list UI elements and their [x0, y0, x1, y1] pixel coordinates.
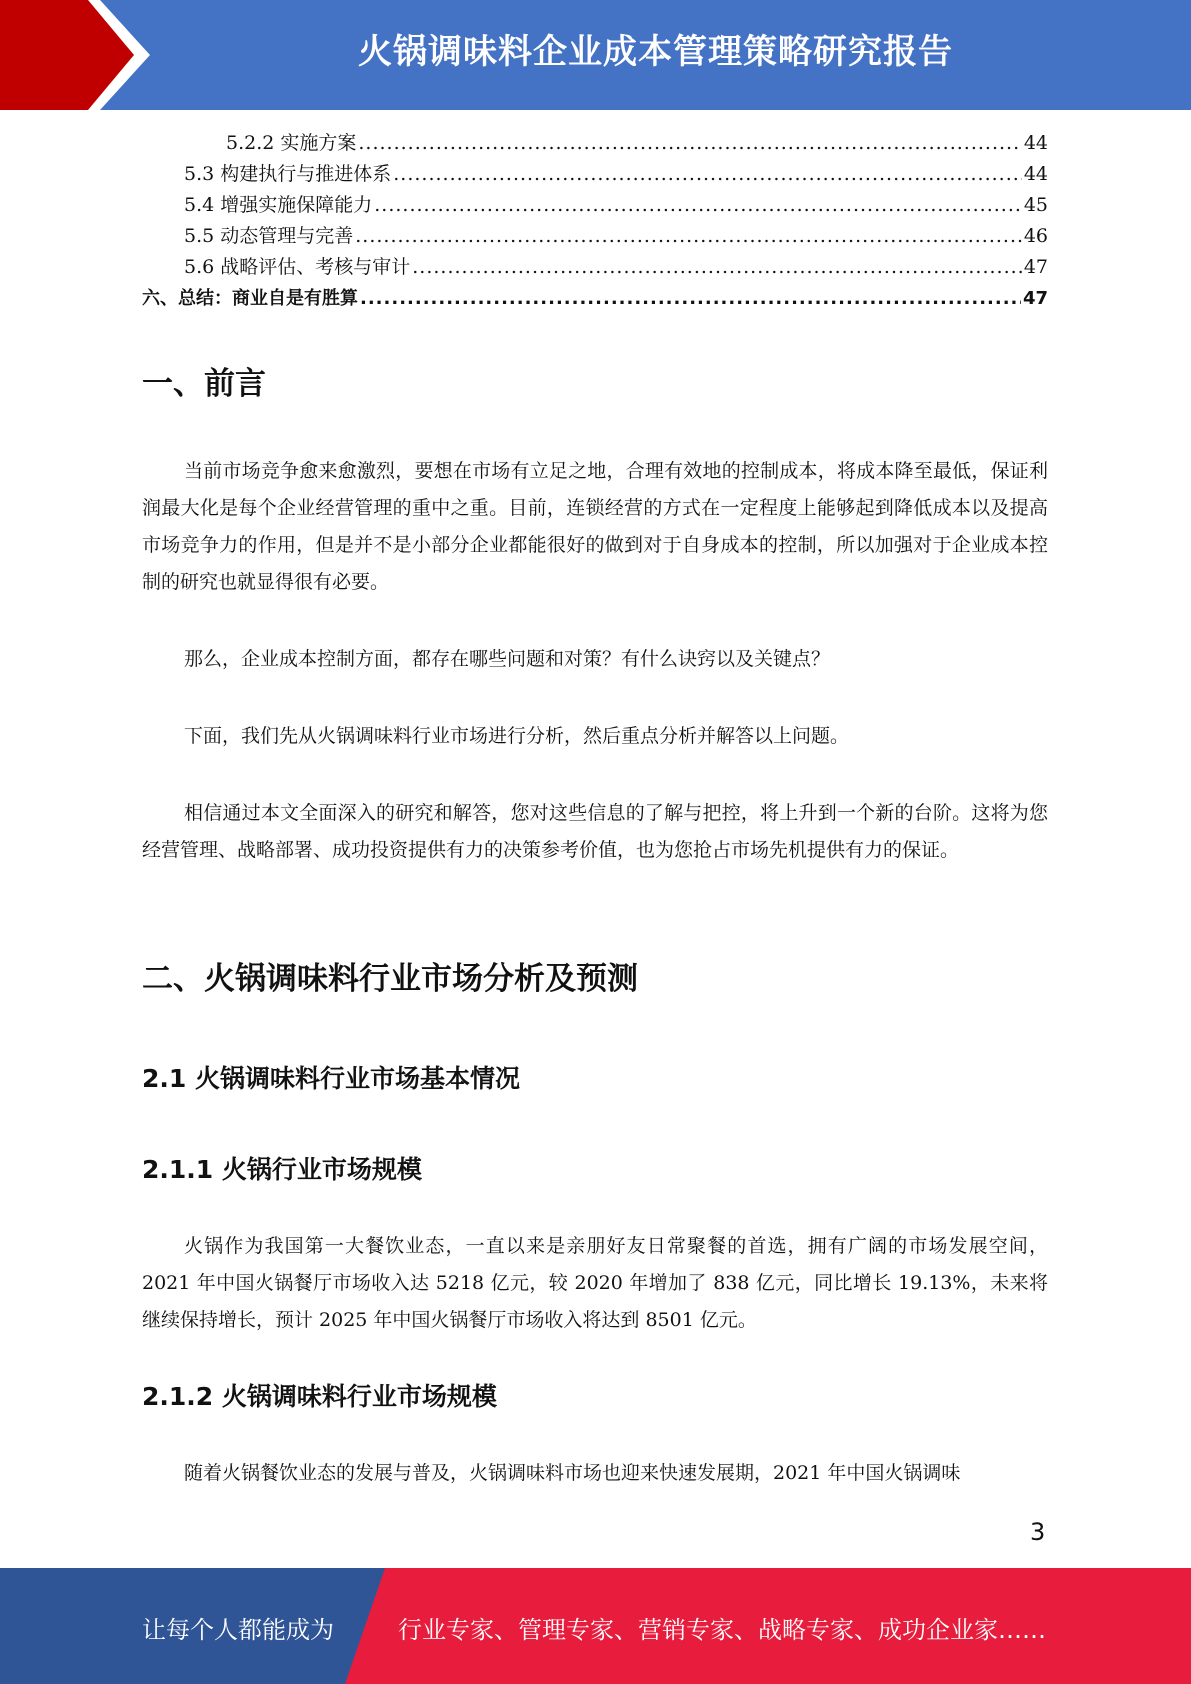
subsection-heading: 2.1.2 火锅调味料行业市场规模	[142, 1382, 497, 1411]
toc-item-label: 5.6 战略评估、考核与审计	[184, 256, 411, 278]
footer-slogan-right: 行业专家、管理专家、营销专家、战略专家、成功企业家……	[398, 1616, 1046, 1644]
toc-item-label: 5.4 增强实施保障能力	[184, 194, 373, 216]
table-of-contents	[142, 128, 1048, 314]
toc-item-page: 45	[1023, 194, 1048, 216]
toc-item[interactable]	[142, 283, 1048, 314]
paragraph: 相信通过本文全面深入的研究和解答，您对这些信息的了解与把控，将上升到一个新的台阶。这将为您经营管理、战略部署、成功投资提供有力的决策参考价值，也为您抢占市场先机提供有力的保证。	[142, 802, 1048, 861]
toc-leader	[393, 159, 1022, 190]
page-number: 3	[1030, 1518, 1046, 1546]
toc-item-label: 5.3 构建执行与推进体系	[184, 163, 392, 185]
toc-leader	[355, 221, 1022, 252]
paragraph: 那么，企业成本控制方面，都存在哪些问题和对策？有什么诀窍以及关键点？	[184, 648, 831, 670]
section-heading-preface: 一、前言	[142, 366, 266, 402]
page-header	[0, 0, 1191, 110]
toc-leader	[374, 190, 1022, 221]
page-footer	[0, 1568, 1191, 1684]
toc-item[interactable]	[142, 159, 1048, 190]
paragraph: 当前市场竞争愈来愈激烈，要想在市场有立足之地，合理有效地的控制成本，将成本降至最低，保证利润最大化是每个企业经营管理的重中之重。目前，连锁经营的方式在一定程度上能够起到降低成本以及提高市场竞争力的作用，但是并不是小部分企业都能很好的做到对于自身成本的控制，所以加强对于企业成本控制的研究也就显得很有必要。	[142, 460, 1048, 593]
toc-item-page: 44	[1023, 163, 1048, 185]
subsection-heading: 2.1.1 火锅行业市场规模	[142, 1155, 422, 1184]
paragraph: 随着火锅餐饮业态的发展与普及，火锅调味料市场也迎来快速发展期，2021 年中国火锅调味	[184, 1462, 961, 1484]
subsection-heading: 2.1 火锅调味料行业市场基本情况	[142, 1064, 520, 1093]
toc-item[interactable]	[142, 221, 1048, 252]
toc-item[interactable]	[142, 128, 1048, 159]
footer-slogan-left: 让每个人都能成为	[142, 1616, 334, 1644]
toc-item-label: 5.5 动态管理与完善	[184, 225, 354, 247]
toc-item-page: 47	[1022, 288, 1048, 309]
report-title: 火锅调味料企业成本管理策略研究报告	[358, 32, 953, 72]
toc-item[interactable]	[142, 190, 1048, 221]
toc-item-page: 44	[1023, 132, 1048, 154]
toc-item-page: 47	[1023, 256, 1048, 278]
toc-leader	[360, 283, 1021, 314]
toc-item-label: 5.2.2 实施方案	[226, 132, 357, 154]
section-heading-market: 二、火锅调味料行业市场分析及预测	[142, 961, 638, 997]
paragraph: 火锅作为我国第一大餐饮业态，一直以来是亲朋好友日常聚餐的首选，拥有广阔的市场发展空间，2021 年中国火锅餐厅市场收入达 5218 亿元，较 2020 年增加了 838 亿元，同比增长 19.13%，未来将继续保持增长，预计 2025 年中国火锅餐厅市场收入将达到 8501 亿元。	[142, 1235, 1048, 1331]
paragraph: 下面，我们先从火锅调味料行业市场进行分析，然后重点分析并解答以上问题。	[184, 725, 850, 747]
toc-item-label: 六、总结：商业自是有胜算	[142, 288, 358, 309]
toc-item[interactable]	[142, 252, 1048, 283]
toc-leader	[412, 252, 1022, 283]
toc-leader	[358, 128, 1021, 159]
toc-item-page: 46	[1023, 225, 1048, 247]
